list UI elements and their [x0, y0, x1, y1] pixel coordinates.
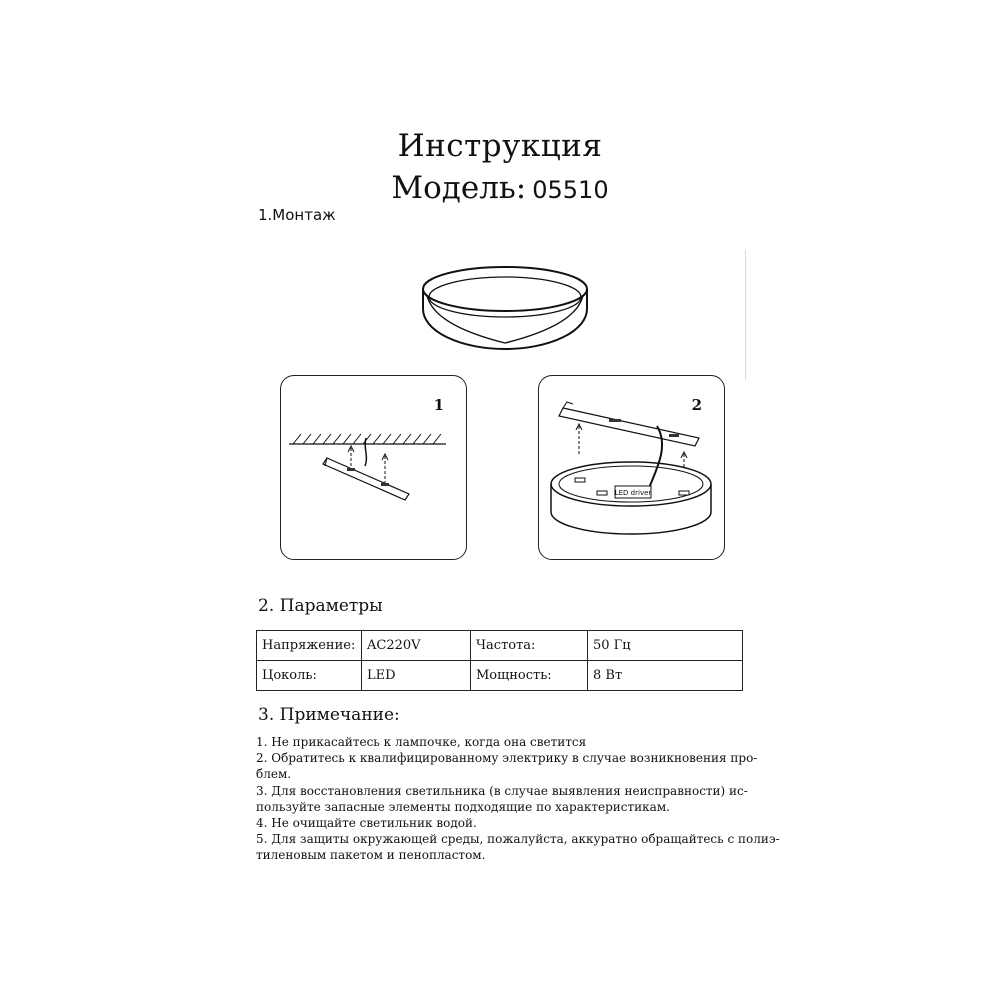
section-notes-heading: 3. Примечание:: [258, 705, 400, 725]
note-line: 4. Не очищайте светильник водой.: [256, 816, 477, 831]
note-line: пользуйте запасные элементы подходящие по характеристикам.: [256, 799, 670, 814]
notes-list: [256, 734, 780, 864]
table-cell: Напряжение:: [257, 631, 362, 661]
step-number: 1: [433, 396, 444, 414]
table-row: [257, 631, 743, 661]
note-line: 1. Не прикасайтесь к лампочке, когда она светится: [256, 735, 587, 749]
model-number: 05510: [532, 176, 609, 204]
parameters-table: [256, 630, 743, 691]
table-cell: Цоколь:: [257, 661, 362, 691]
note-line: 3. Для восстановления светильника (в случае выявления неисправности) ис-: [256, 783, 748, 798]
table-cell: LED: [362, 661, 471, 691]
model-label: Модель:: [391, 170, 527, 206]
led-driver-label: LED driver: [614, 489, 652, 497]
mounting-bracket-diagram: [281, 376, 466, 559]
model-line: [0, 170, 1000, 206]
step-number: 2: [691, 396, 702, 414]
document-title: Инструкция: [397, 128, 603, 164]
page-margin-line: [745, 250, 746, 380]
table-cell: Частота:: [471, 631, 588, 661]
lamp-attach-diagram: [539, 376, 724, 559]
table-cell: 50 Гц: [588, 631, 743, 661]
note-line: тиленовым пакетом и пенопластом.: [256, 848, 486, 863]
table-cell: Мощность:: [471, 661, 588, 691]
section-parameters-heading: 2. Параметры: [258, 596, 383, 616]
lamp-illustration: [415, 255, 595, 355]
table-row: [257, 661, 743, 691]
note-line: блем.: [256, 767, 292, 782]
table-cell: 8 Вт: [588, 661, 743, 691]
mounting-step-2-panel: [538, 375, 725, 560]
note-line: 2. Обратитесь к квалифицированному электрику в случае возникновения про-: [256, 751, 758, 766]
mounting-step-1-panel: [280, 375, 467, 560]
table-cell: AC220V: [362, 631, 471, 661]
note-line: 5. Для защиты окружающей среды, пожалуйста, аккуратно обращайтесь с полиэ-: [256, 832, 780, 847]
section-mounting-heading: 1.Монтаж: [258, 206, 336, 224]
